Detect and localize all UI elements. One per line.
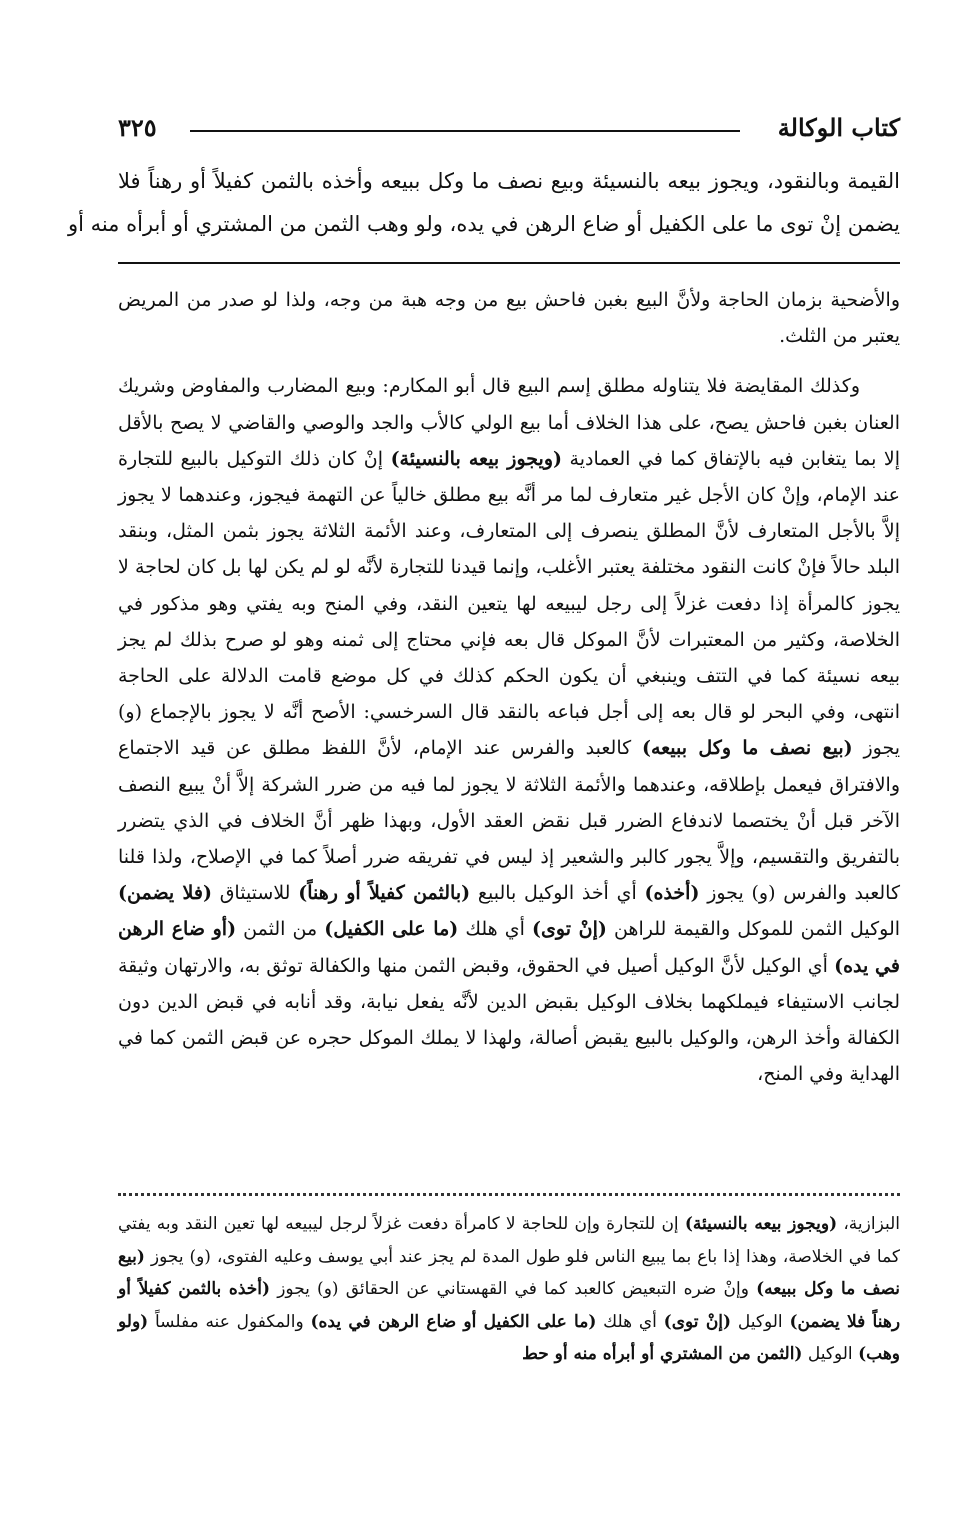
quoted-matn: (ما على الكفيل) — [324, 918, 459, 941]
commentary-text: للاستيثاق — [219, 882, 291, 905]
quoted-matn: (فلا يضمن) — [118, 882, 212, 905]
gloss-text: إن للتجارة وإن للحاجة لا كامرأة دفعت غزلاً لرجل ليبيعه لها تعين النقد وبه يفتي كما في الخلاصة، وهذا إذا باع بما يبيع الناس فلو طول المدة لم يجز عند أبي يوسف وعليه الفتوى، (و) يجوز — [118, 1214, 900, 1267]
gloss-text: أي هلك — [603, 1311, 657, 1332]
page-number: ٣٢٥ — [118, 113, 157, 142]
gloss-text: وإنْ ضره التبعيض كالعبد كما في القهستاني عن الحقائق (و) يجوز — [277, 1279, 749, 1299]
quoted-matn: (أخذه) — [644, 882, 700, 905]
commentary-text: إنْ كان ذلك التوكيل بالبيع للتجارة عند الإمام، وإنْ كان الأجل غير متعارف لما مر أنَّه بيع مطلق خالياً عن التهمة فيجوز، وعندهما لا يجوز إلاَّ بالأجل المتعارف لأنَّ المطلق ينصرف إلى المتعارف، وعند الأئمة الثلاثة يجوز بثمن المثل، وبنقد البلد حالاً فإنْ كانت النقود مختلفة يعتبر الأغلب، وإنما قيدنا للتجارة لأنَّه لو لم يكن لها بل كان لحاجة لا يجوز كالمرأة إذا دفعت غزلاً إلى رجل ليبيعه لها يتعين النقد، وفي المنح وبه يفتي وهو مذكور في الخلاصة، وكثير من المعتبرات لأنَّ الموكل قال بعه فإني محتاج إلى ثمنه وهو لو صرح بذلك لم يجز بيعه نسيئة كما في التتف وينبغي أن يكون الحكم كذلك في كل موضع قامت الدلالة على الحاجة انتهى، وفي البحر لو قال بعه إلى أجل فباعه بالنقد قال السرخسي: الأصح أنَّه لا يجوز بالإجماع (و) يجوز — [118, 447, 900, 760]
main-text-line: يضمن إنْ توى ما على الكفيل أو ضاع الرهن في يده، ولو وهب الثمن من المشتري أو أبرأه منه أو — [67, 212, 900, 236]
quoted-matn: (بيع نصف ما وكل ببيعه) — [118, 1246, 901, 1299]
commentary-text: من الثمن — [243, 918, 318, 941]
quoted-matn: (إنْ توى) — [663, 1311, 732, 1332]
commentary-paragraph — [118, 368, 900, 1092]
commentary-text: أي هلك — [465, 918, 525, 941]
gloss-paragraph — [118, 1208, 900, 1371]
commentary-text: كالعبد والفرس عند الإمام، لأنَّ اللفظ مطلق عن قيد الاجتماع والافتراق فيعمل بإطلاقه، وعندهما والأئمة الثلاثة لا يجوز لما فيه من ضرر الشركة إلاَّ أنْ يبيع النصف الآخر قبل أنْ يختصما لاندفاع الضرر قبل نقض العقد الأول، وبهذا ظهر أنَّ الخلاف في الذي يتضرر بالتفريق والتقسيم، وإلاَّ يجور كالبر والشعير إذ ليس في تفريقه ضرر أصلاً كما في الإصلاح، ولذا قلنا كالعبد والفرس (و) يجوز — [118, 737, 900, 905]
commentary-text: أي الوكيل لأنَّ الوكيل أصيل في الحقوق، وقبض الثمن منها والكفالة توثق به، والارتهان وثيقة لجانب الاستيفاء فيملكهما بخلاف الوكيل بقبض الدين لأنَّه يفعل نيابة، وقد أنابه في قبض الدين دون الكفالة وأخذ الرهن، والوكيل بالبيع يقبض أصالة، ولهذا لا يملك الموكل حجره عن قبض الثمن كما في الهداية وفي المنح، — [118, 954, 900, 1086]
chapter-title: كتاب الوكالة — [777, 113, 900, 142]
quoted-matn: (ولو وهب) — [118, 1311, 900, 1364]
commentary-text: الوكيل الثمن للموكل والقيمة للراهن — [613, 918, 901, 941]
footnote-divider — [118, 1193, 900, 1196]
quoted-matn: (إنْ توى) — [532, 918, 607, 941]
main-text — [67, 160, 900, 246]
commentary-text: وكذلك المقايضة فلا يتناوله مطلق إسم البيع قال أبو المكارم: وبيع المضارب والمفاوض وشريك العنان بغبن فاحش يصح، على هذا الخلاف أما بيع الولي كالأب والجد والوصي والقاضي لا يصح بالأقل إلا بما يتغابن فيه بالإتفاق كما في العمادية — [118, 375, 900, 470]
running-header — [118, 108, 900, 148]
gloss-text: الوكيل — [737, 1311, 783, 1332]
quoted-matn: (بيع نصف ما وكل ببيعه) — [641, 737, 853, 760]
commentary — [118, 282, 900, 1106]
gloss-text: الوكيل — [807, 1344, 853, 1364]
quoted-matn: (أو ضاع الرهن في يده) — [118, 918, 900, 977]
quoted-matn: (ويجوز بيعه بالنسيئة) — [684, 1214, 838, 1234]
quoted-matn: (الثمن من المشتري أو أبرأه منه أو حط — [522, 1344, 803, 1364]
gloss-text: البزازية، — [843, 1214, 900, 1234]
marginal-gloss — [118, 1208, 900, 1371]
commentary-paragraph: والأضحية بزمان الحاجة ولأنَّ البيع بغبن فاحش بيع من وجه هبة من وجه، ولذا لو صدر من المريض يعتبر من الثلث. — [118, 289, 900, 348]
quoted-matn: (ما على الكفيل أو ضاع الرهن في يده) — [310, 1311, 597, 1332]
main-text-line: القيمة وبالنقود، ويجوز بيعه بالنسيئة وبيع نصف ما وكل ببيعه وأخذه بالثمن كفيلاً أو رهناً فلا — [118, 169, 900, 193]
quoted-matn: (بالثمن كفيلاً أو رهناً) — [298, 882, 471, 905]
section-divider — [118, 262, 900, 264]
header-rule — [190, 130, 740, 132]
commentary-text: أي أخذ الوكيل بالبيع — [477, 882, 637, 905]
quoted-matn: (أخذه بالثمن كفيلاً أو رهناً فلا يضمن) — [118, 1279, 901, 1332]
quoted-matn: (ويجوز بيعه بالنسيئة) — [390, 447, 562, 470]
gloss-text: والمكفول عنه مفلساً — [155, 1311, 304, 1332]
